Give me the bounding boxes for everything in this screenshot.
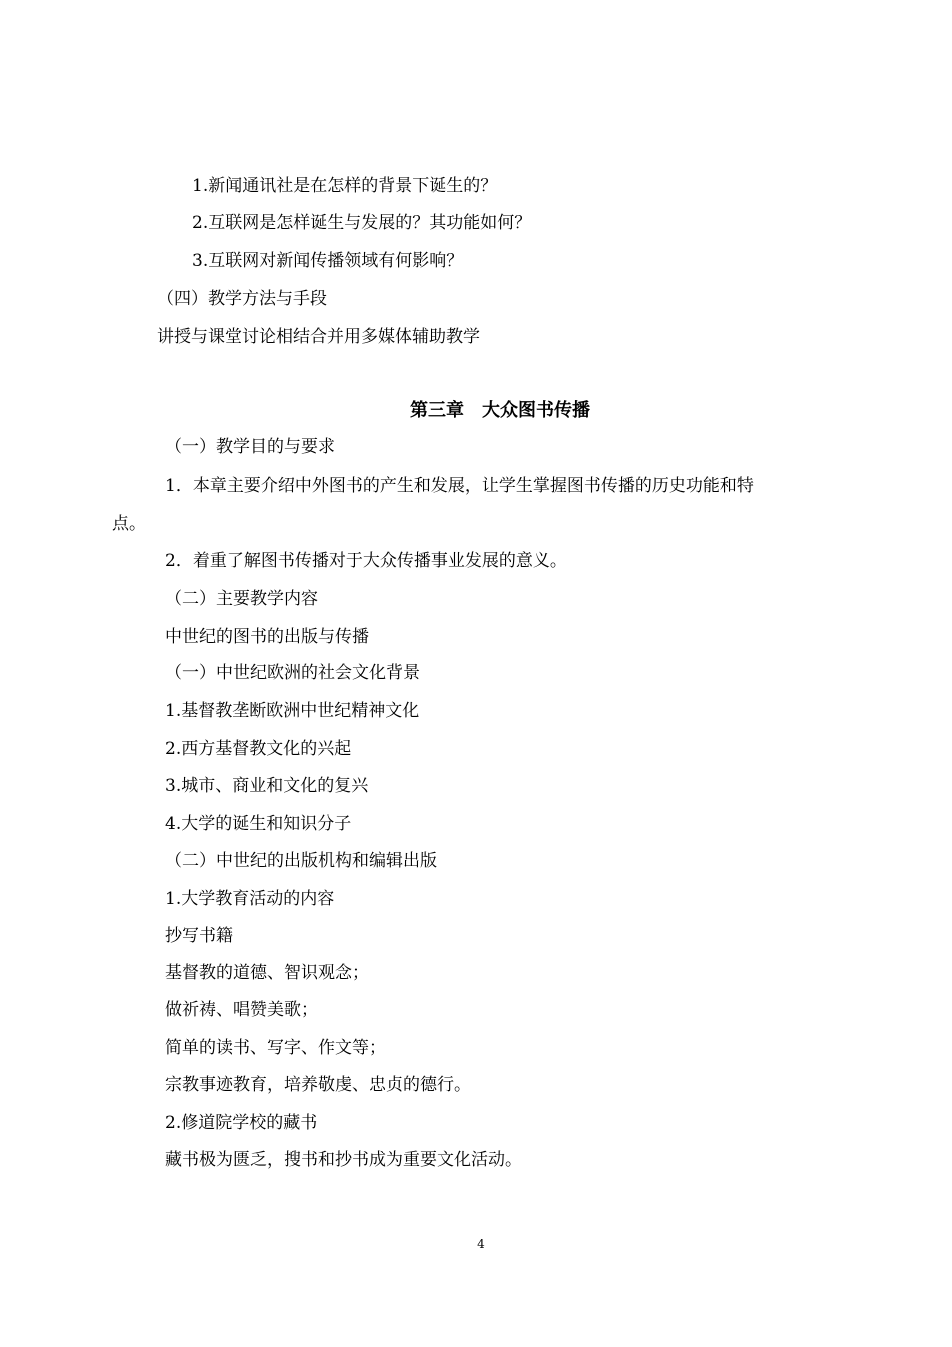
paragraph: 讲授与课堂讨论相结合并用多媒体辅助教学 <box>157 327 480 347</box>
section-heading: （一）教学目的与要求 <box>165 437 335 457</box>
list-item: 简单的读书、写字、作文等； <box>165 1038 386 1058</box>
list-item: 抄写书籍 <box>165 926 233 946</box>
list-item: 4.大学的诞生和知识分子 <box>165 814 352 834</box>
section-heading: （二）中世纪的出版机构和编辑出版 <box>165 851 437 871</box>
section-heading: （二）主要教学内容 <box>165 589 318 609</box>
list-item: 3.城市、商业和文化的复兴 <box>165 776 369 796</box>
list-item: 宗教事迹教育，培养敬虔、忠贞的德行。 <box>165 1075 471 1095</box>
section-heading: （一）中世纪欧洲的社会文化背景 <box>165 663 420 683</box>
question-item: 1.新闻通讯社是在怎样的背景下诞生的？ <box>192 176 498 196</box>
list-item: 1.大学教育活动的内容 <box>165 889 335 909</box>
section-heading: （四）教学方法与手段 <box>157 289 327 309</box>
question-item: 3.互联网对新闻传播领域有何影响？ <box>192 251 464 271</box>
list-item: 做祈祷、唱赞美歌； <box>165 1000 318 1020</box>
question-item: 2.互联网是怎样诞生与发展的？其功能如何？ <box>192 213 532 233</box>
chapter-title: 第三章 大众图书传播 <box>410 400 590 421</box>
list-item: 基督教的道德、智识观念； <box>165 963 369 983</box>
paragraph: 2．着重了解图书传播对于大众传播事业发展的意义。 <box>165 551 567 571</box>
list-item: 2.修道院学校的藏书 <box>165 1113 318 1133</box>
list-item: 1.基督教垄断欧洲中世纪精神文化 <box>165 701 420 721</box>
paragraph: 中世纪的图书的出版与传播 <box>165 627 369 647</box>
page-number: 4 <box>477 1237 485 1251</box>
paragraph: 藏书极为匮乏，搜书和抄书成为重要文化活动。 <box>165 1150 522 1170</box>
list-item: 2.西方基督教文化的兴起 <box>165 739 352 759</box>
paragraph: 1．本章主要介绍中外图书的产生和发展，让学生掌握图书传播的历史功能和特 <box>165 476 754 496</box>
paragraph: 点。 <box>112 514 146 534</box>
